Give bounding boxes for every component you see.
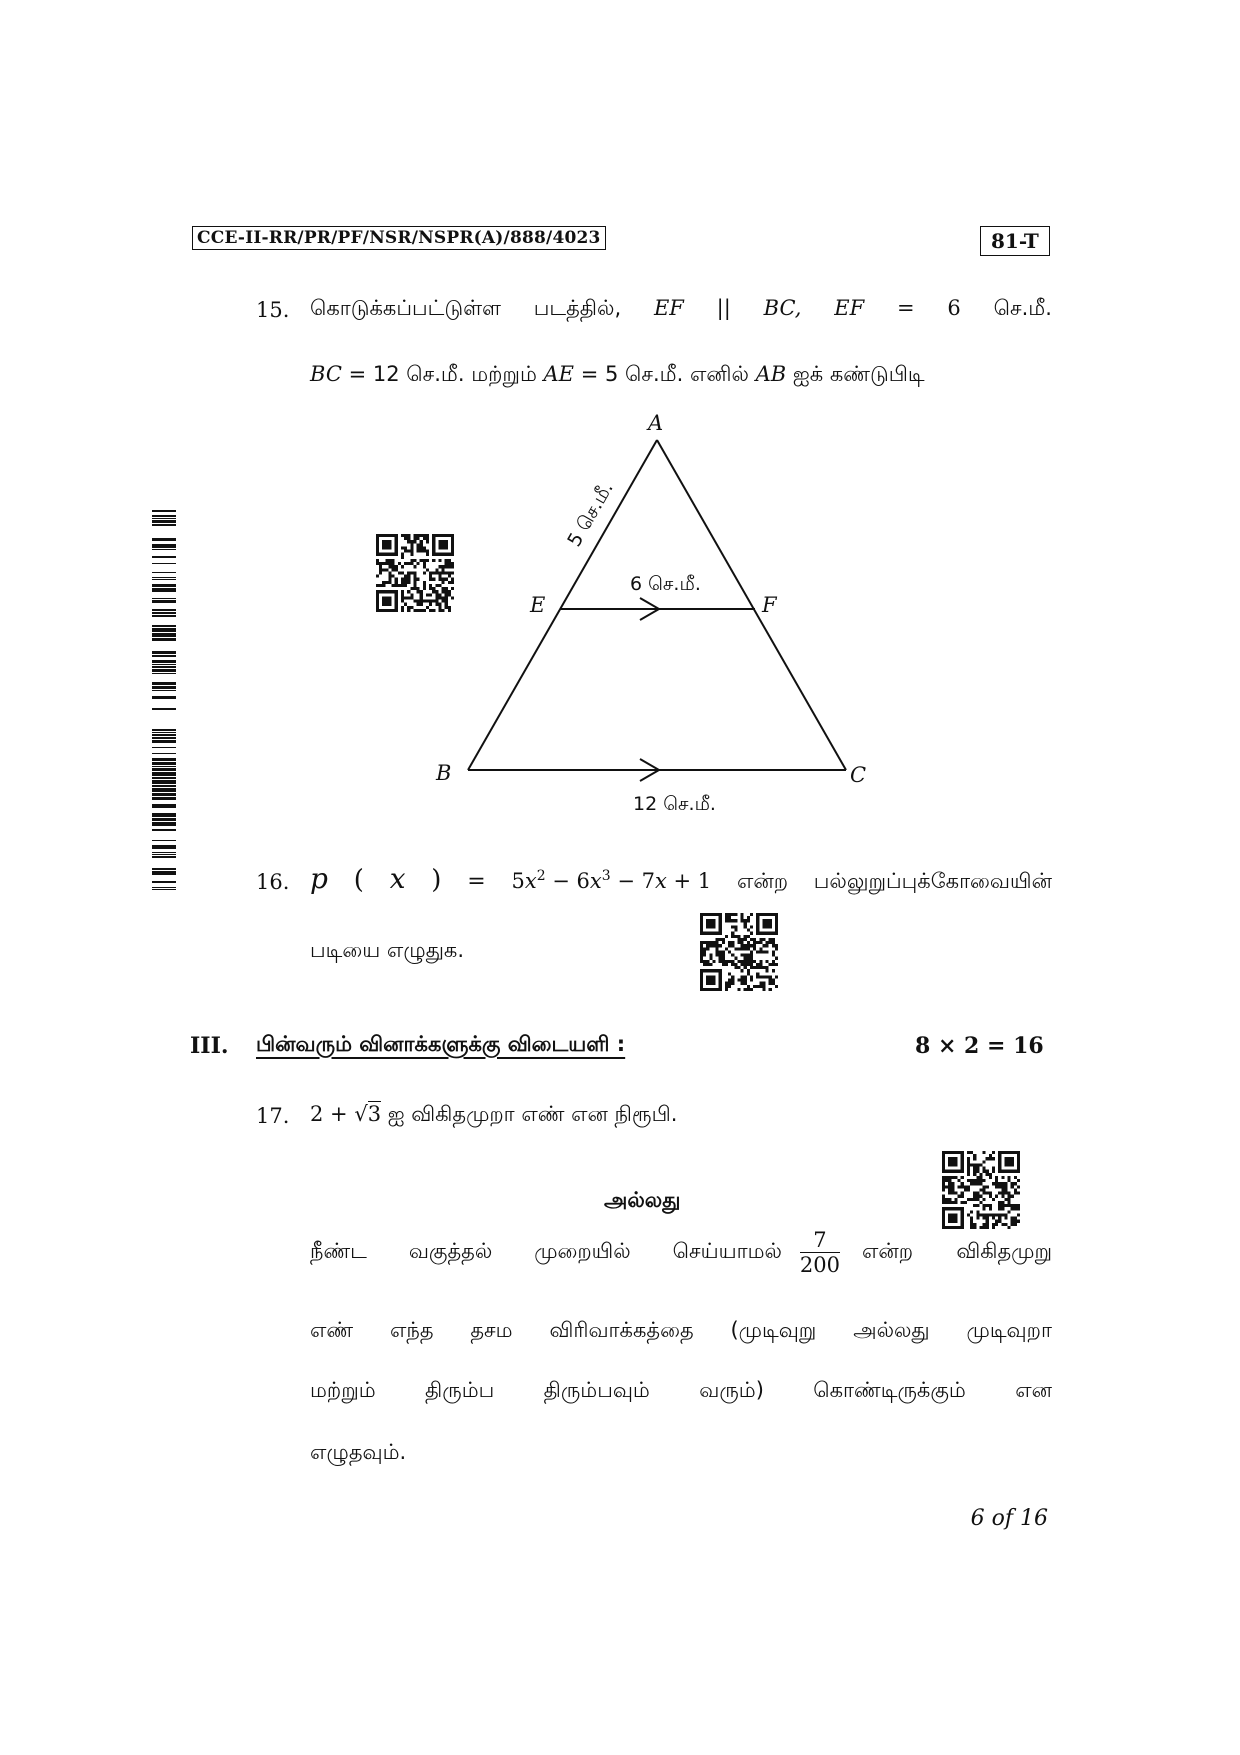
q16-lhs-part: x <box>389 862 406 895</box>
q16-lhs-part: ( <box>353 865 364 895</box>
section-number: III. <box>190 1033 229 1059</box>
q15-word: கொடுக்கப்பட்டுள்ள <box>310 296 501 320</box>
q15-word: = <box>896 296 915 320</box>
q17-word: அல்லது <box>853 1318 930 1342</box>
question-16-line-1 <box>310 862 1052 896</box>
q17-word: எந்த <box>389 1318 434 1342</box>
or-label: அல்லது <box>604 1188 681 1212</box>
polynomial-expression: $5x^2 - 6x^3 - 7x + 1$ <box>511 868 712 893</box>
side-ab <box>468 440 657 770</box>
question-17-number: 17. <box>256 1104 290 1128</box>
q17-word: வகுத்தல் <box>408 1239 493 1264</box>
q16-lhs-part: p <box>310 862 328 895</box>
vertex-label-a: A <box>648 411 664 435</box>
question-17-alt-line-1 <box>310 1228 1052 1277</box>
q15-word: EF <box>653 296 684 320</box>
section-marks: 8 × 2 = 16 <box>915 1033 1044 1059</box>
length-label-bc: 12 செ.மீ. <box>633 793 716 815</box>
sqrt-radicand: 3 <box>367 1102 382 1126</box>
sqrt-symbol: √ <box>354 1102 368 1126</box>
q17-word: என்ற <box>862 1239 914 1264</box>
q17-word: முறையில் <box>534 1239 631 1264</box>
side-ac <box>657 440 846 770</box>
q17-word: விகிதமுறு <box>956 1239 1052 1264</box>
q17-word: மற்றும் <box>310 1378 376 1402</box>
q15-word: படத்தில், <box>533 296 622 320</box>
question-16-line-2: படியை எழுதுக. <box>310 938 465 962</box>
length-label-ef: 6 செ.மீ. <box>630 573 701 595</box>
q15-word: BC, <box>763 296 802 320</box>
question-15-number: 15. <box>256 298 290 322</box>
q15-word: 6 <box>947 296 961 320</box>
q17-word: திரும்பவும் <box>543 1378 650 1402</box>
q17-word: வரும்) <box>699 1378 764 1402</box>
vertex-label-e: E <box>530 593 546 617</box>
qr-code-image <box>942 1151 1020 1229</box>
q17-word: என <box>1015 1378 1052 1402</box>
q15-word: || <box>716 296 731 320</box>
q17-word: திரும்ப <box>425 1378 495 1402</box>
subject-code-badge: 81-T <box>980 226 1050 256</box>
question-17-text: 2 + √3 ஐ விகிதமுறா எண் என நிரூபி. <box>310 1102 678 1126</box>
question-paper-code: CCE-II-RR/PR/PF/NSR/NSPR(A)/888/4023 <box>192 226 606 250</box>
q17-word: எண் <box>310 1318 354 1342</box>
q17-word: தசம <box>470 1318 513 1342</box>
question-17-alt-line-4: எழுதவும். <box>310 1440 407 1464</box>
q17-word: விரிவாக்கத்தை <box>549 1318 694 1342</box>
question-16-number: 16. <box>256 870 290 894</box>
q17-word: முடிவுறா <box>966 1318 1052 1342</box>
q15-word: செ.மீ. <box>993 296 1052 320</box>
fraction-7-over-200: $\frac{7}{200}$ <box>799 1228 840 1278</box>
q16-word: பல்லுறுப்புக்கோவையின் <box>813 869 1052 893</box>
section-title: பின்வரும் வினாக்களுக்கு விடையளி : <box>256 1032 626 1056</box>
qr-code-image <box>700 913 778 991</box>
q16-lhs-part: = <box>467 869 486 894</box>
question-15-line-2: BC = 12 செ.மீ. மற்றும் AE = 5 செ.மீ. எனில் AB ஐக் கண்டுபிடி <box>310 362 925 386</box>
page-number: 6 of 16 <box>970 1506 1048 1531</box>
q15-word: EF <box>834 296 865 320</box>
q16-word: என்ற <box>736 869 788 893</box>
q16-lhs-part: ) <box>431 865 442 895</box>
q17-word: கொண்டிருக்கும் <box>813 1378 966 1402</box>
vertex-label-c: C <box>850 763 867 787</box>
question-17-alt-line-2 <box>310 1318 1052 1345</box>
question-17-alt-line-3 <box>310 1378 1052 1405</box>
length-label-ae: 5 செ.மீ. <box>563 478 618 551</box>
vertex-label-b: B <box>436 761 452 785</box>
q17-word: செய்யாமல் <box>672 1239 782 1264</box>
q17-word: (முடிவுறு <box>730 1318 817 1342</box>
qr-code-image <box>376 534 454 612</box>
q17-word: நீண்ட <box>310 1239 367 1264</box>
vertex-label-f: F <box>762 593 777 617</box>
